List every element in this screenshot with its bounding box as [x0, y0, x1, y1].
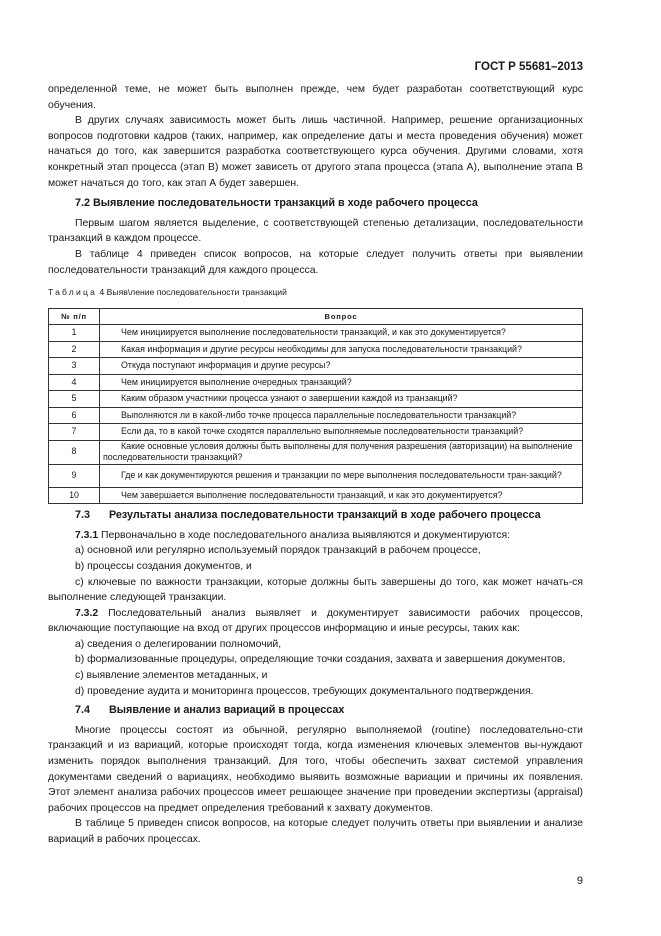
section-7-3-heading — [48, 508, 583, 524]
row-question: Чем инициируется выполнение очередных транзакций? — [100, 374, 583, 391]
section-title: Результаты анализа последовательности транзакций в ходе рабочего процесса — [109, 509, 541, 522]
section-7-2-body — [48, 216, 583, 278]
table-row — [49, 325, 583, 342]
row-number: 8 — [49, 440, 100, 464]
table-row — [49, 407, 583, 424]
intro-paragraph-2: В других случаях зависимость может быть лишь частичной. Например, решение организационных вопросов подготовки кадров (таких, например, как определение даты и места проведения обучения) может начаться до того, как завершится разработка соответствующего курса обучения. Другими словами, хотя конкретный этап процесса (этап В) может зависеть от другого этапа процесса (этапа А), выполнение этапа В может начаться до того, как этап А будет завершен. — [48, 115, 583, 189]
page-number: 9 — [576, 874, 583, 887]
row-number: 7 — [49, 424, 100, 441]
table-row — [49, 374, 583, 391]
table-row — [49, 424, 583, 441]
table-row — [49, 391, 583, 408]
document-page — [48, 60, 583, 889]
table-header-row — [49, 309, 583, 325]
paragraph-7-3-1 — [48, 528, 583, 544]
table-caption-label: Таблица — [48, 287, 98, 298]
row-number: 6 — [49, 407, 100, 424]
clause-number: 7.3.2 — [75, 607, 99, 619]
row-question: Чем инициируется выполнение последовательности транзакций, и как это документируется? — [100, 325, 583, 342]
table-row — [49, 341, 583, 358]
row-number: 10 — [49, 487, 100, 504]
table-caption-text: 4 Выяв\ление последовательности транзакций — [99, 287, 287, 298]
clause-text: Последовательный анализ выявляет и документирует зависимости рабочих процессов, включающие поступающие на вход от других процессов информацию и иные ресурсы, таких как: — [48, 607, 583, 635]
section-7-4-body — [48, 723, 583, 848]
questions-table — [48, 308, 583, 504]
paragraph-7-3-2 — [48, 606, 583, 637]
row-number: 1 — [49, 325, 100, 342]
table-row — [49, 358, 583, 375]
row-question: Какие основные условия должны быть выполнены для получения разрешения (авторизации) на выполнение последовательности транзакций? — [100, 440, 583, 464]
clause-text: Первоначально в ходе последовательного анализа выявляются и документируются: — [101, 529, 511, 541]
row-number: 2 — [49, 341, 100, 358]
column-header-number: № п/п — [49, 309, 100, 325]
intro-paragraph-1: определенной теме, не может быть выполнен прежде, чем будет разработан соответствующий курс обучения. — [48, 84, 583, 111]
clause-number: 7.3.1 — [75, 529, 99, 541]
list-item: b) формализованные процедуры, определяющие точки создания, захвата и завершения документов, — [75, 654, 566, 666]
column-header-question: Вопрос — [100, 309, 583, 325]
section-7-2-paragraph-2: В таблице 4 приведен список вопросов, на которые следует получить ответы при выявлении последовательности транзакций для каждого процесса. — [48, 248, 583, 276]
table-row — [49, 487, 583, 504]
row-number: 4 — [49, 374, 100, 391]
table-row — [49, 464, 583, 487]
row-question: Чем завершается выполнение последовательности транзакций, и как это документируется? — [100, 487, 583, 504]
list-item: b) процессы создания документов, и — [75, 560, 252, 572]
section-number: 7.4 — [75, 704, 91, 717]
list-item: a) основной или регулярно используемый порядок транзакций в рабочем процессе, — [75, 545, 481, 557]
list-item: a) сведения о делегировании полномочий, — [75, 638, 282, 650]
list-item: c) выявление элементов метаданных, и — [75, 670, 268, 682]
row-number: 3 — [49, 358, 100, 375]
list-item: c) ключевые по важности транзакции, которые должны быть завершены до того, как может начать-ся выполнение следующей транзакции. — [48, 576, 583, 604]
row-question: Если да, то в какой точке сходятся параллельно выполняемые последовательности транзакций? — [100, 424, 583, 441]
row-question: Где и как документируются решения и транзакции по мере выполнения последовательности тран-закций? — [100, 464, 583, 487]
row-question: Откуда поступают информация и другие ресурсы? — [100, 358, 583, 375]
row-question: Выполняются ли в какой-либо точке процесса параллельные последовательности транзакций? — [100, 407, 583, 424]
section-7-3-body — [48, 528, 583, 700]
table-caption — [48, 286, 583, 298]
intro — [48, 82, 583, 191]
section-7-4-heading — [48, 703, 583, 719]
row-number: 9 — [49, 464, 100, 487]
row-question: Каким образом участники процесса узнают о завершении каждой из транзакций? — [100, 391, 583, 408]
document-id: ГОСТ Р 55681–2013 — [474, 61, 583, 73]
row-number: 5 — [49, 391, 100, 408]
section-number: 7.3 — [75, 509, 91, 522]
section-title: Выявление и анализ вариаций в процессах — [109, 704, 345, 717]
table-row — [49, 440, 583, 464]
list-item: d) проведение аудита и мониторинга процессов, требующих документального подтверждения. — [75, 685, 534, 697]
section-7-2-heading: 7.2 Выявление последовательности транзакций в ходе рабочего процесса — [75, 197, 478, 210]
section-7-4-paragraph-2: В таблице 5 приведен список вопросов, на которые следует получить ответы при выявлении и анализе вариаций в рабочих процессах. — [48, 818, 583, 845]
section-7-4-paragraph-1: Многие процессы состоят из обычной, регулярно выполняемой (routine) последовательно-сти транзакций и из вариаций, которые происходят тогда, когда изменения ключевых элементов вы-нуждают изменить порядок выполнения транзакций. Для того, чтобы обеспечить захват системой управления документами сведений о вариациях, необходимо выявить возможные вариации и причины их появления. Этот элемент анализа рабочих процессов имеет решающее значение при проведении экспертизы (appraisal) рабочих процессов на предмет определения требований к захвату документов. — [48, 724, 583, 814]
row-question: Какая информация и другие ресурсы необходимы для запуска последовательности транзакций? — [100, 341, 583, 358]
section-7-2-paragraph-1: Первым шагом является выделение, с соответствующей степенью детализации, последовательности транзакций в каждом процессе. — [48, 217, 583, 245]
